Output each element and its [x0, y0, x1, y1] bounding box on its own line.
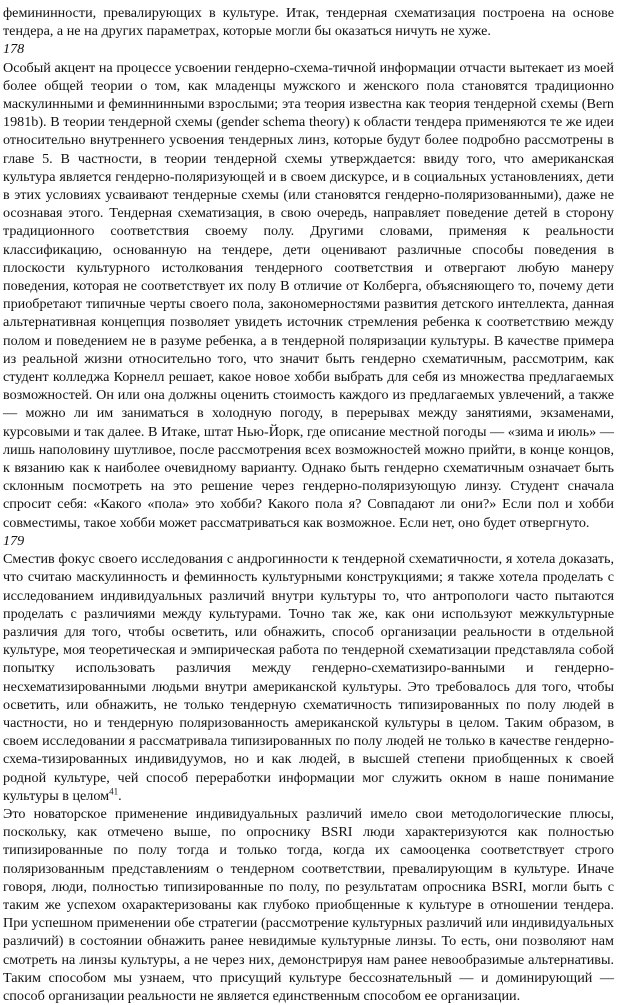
paragraph-intro: фемининности, превалирующих в культуре. Итак, тендерная схематизация построена на основе тендера, а не на других параметрах, которые могли бы оказаться ничуть не хуже. — [3, 5, 614, 40]
paragraph-shift-focus-text: Сместив фокус своего исследования с андрогинности к тендерной схематичности, я хотела доказать, что считаю маскулинность и феминность культурными конструкциями; я также хотела проделать с исследованием индивидуальных различий внутри культуры то, что антропологи часто пытаются проделать с различиями между культурами. Точно так же, как они используют межкультурные различия для того, чтобы осветить, или обнажить, способ организации реальности в отдельной культуре, моя теоретическая и эмпирическая работа по тендерной схематизации представляла собой попытку использовать различия между гендерно-схематизиро-ванными и гендерно-несхематизированными людьми внутри американской культуры. Это требовалось для того, чтобы осветить, или обнажить, не только тендерную схематичность типизированных по полу людей в частности, но и тендерную поляризованность американской культуры в целом. Таким образом, в своем исследовании я рассматривала типизированных по полу людей не только в качестве гендерно-схема-тизированных индивидуумов, но и как людей, в высшей степени приобщенных к своей родной культуре, чей способ переработки информации мог служить окном в наше понимание культуры в целом — [3, 551, 614, 804]
paragraph-shift-focus — [3, 550, 614, 805]
page-number-179: 179 — [3, 532, 25, 549]
paragraph-gender-schema-theory: Особый акцент на процессе усвоении гендерно-схема-тичной информации отчасти вытекает из моей более общей теории о том, как младенцы мужского и женского пола становятся традиционно маскулинными и феминнинными взрослыми; эта теория известна как теория тендерной схемы (Bern 1981b). В теории тендерной схемы (gender schema theory) к области тендера применяются те же идеи относительно внутреннего усвоения тендерных линз, которые будут более подробно рассмотрены в главе 5. В частности, в теории тендерной схемы утверждается: ввиду того, что американская культура является гендерно-поляризующей и в своем дискурсе, и в социальных установлениях, дети в этих условиях усваивают тендерные схемы (или становятся гендерно-поляризованными), даже не осознавая этого. Тендерная схематизация, в свою очередь, направляет поведение детей в сторону традиционного соответствия своему полу. Другими словами, применяя к реальности классификацию, основанную на тендере, дети оценивают различные способы поведения в плоскости культурного истолкования тендерного соответствия и отвергают любую манеру поведения, которая не соответствует их полу В отличие от Колберга, объясняющего то, почему дети приобретают типичные черты своего пола, закономерностями развития детского интеллекта, данная альтернативная концепция позволяет увидеть источник стремления ребенка к соответствию между полом и поведением не в разуме ребенка, а в тендерной поляризации культуры. В качестве примера из реальной жизни относительно того, что значит быть гендерно схематичным, рассмотрим, как студент колледжа Корнелл решает, какое новое хобби выбрать для себя из множества предлагаемых возможностей. Он или она должны оценить стоимость каждого из предлагаемых увлечений, а также — можно ли им заниматься в холодную погоду, в перерывах между занятиями, экзаменами, курсовыми и так далее. В Итаке, штат Нью-Йорк, где описание местной погоды — «зима и июль» — лишь наполовину шутливое, после рассмотрения всех возможностей можно прийти, в конце концов, к вязанию как к наиболее очевидному варианту. Однако быть гендерно схематичным означает быть склонным посмотреть на это решение через гендерно-поляризующую линзу. Студент сначала спросит себя: «Какого «пола» это хобби? Какого пола я? Совпадают ли они?» Если пол и хобби совместимы, такое хобби может рассматриваться как возможное. Если нет, оно будет отвергнуто. — [3, 59, 614, 531]
footnote-marker[interactable]: 41 — [109, 786, 119, 797]
paragraph-shift-focus-tail: . — [118, 787, 122, 804]
paragraph-individual-differences: Это новаторское применение индивидуальных различий имело свои методологические плюсы, поскольку, как отмечено выше, по опроснику BSRI люди характеризуются как полностью типизированные по полу тогда и только тогда, когда их самооценка соответствует строго поляризованным представлениям о тендерном соответствии, превалирующим в культуре. Иначе говоря, люди, полностью типизированные по полу, по результатам опросника BSRI, могли быть с таким же успехом охарактеризованы как глубоко приобщенные к культуре в отношении тендера. При успешном применении обе стратегии (рассмотрение культурных различий или индивидуальных различий) в состоянии обнажить ранее невидимые культурные линзы. То есть, они позволяют нам смотреть на линзы культуры, а не через них, демонстрируя нам ранее невообразимые альтернативы. Таким способом мы узнаем, что присущий культуре бессознательный — и доминирующий — способ организации реальности не является единственным способом ее организации. — [3, 805, 614, 1004]
page-number-178: 178 — [3, 41, 25, 58]
